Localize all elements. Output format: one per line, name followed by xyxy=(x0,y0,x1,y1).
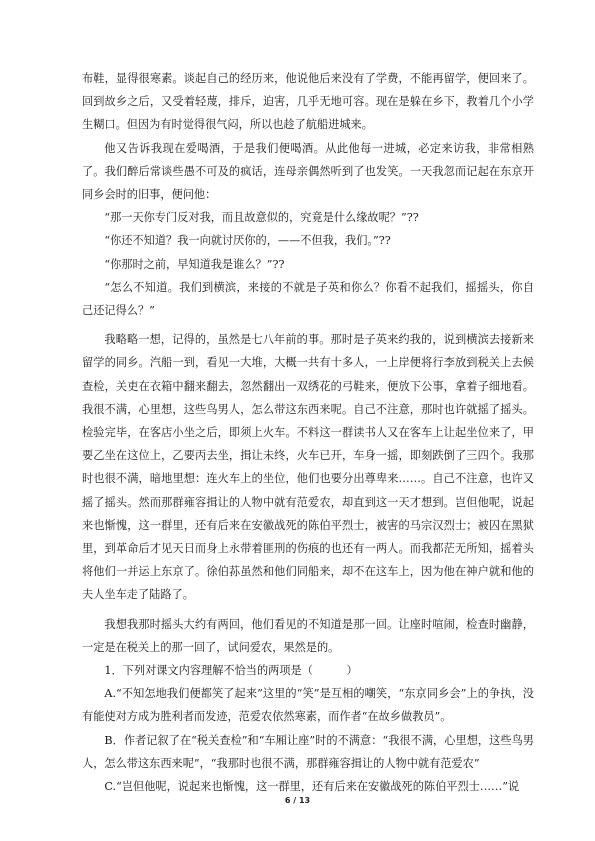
question-stem: 1．下列对课文内容理解不恰当的两项是（ ） xyxy=(104,664,358,678)
dialogue-line-1: “那一天你专门反对我，而且故意似的，究竟是什么缘故呢？”?? xyxy=(104,211,419,225)
dialogue-line-3: “你那时之前，早知道我是谁么？”?? xyxy=(104,257,285,271)
paragraph-2: 他又告诉我现在爱喝酒，于是我们便喝酒。从此他每一进城，必定来访我，非常相熟了。我们醉后常谈些愚不可及的疯话，连母亲偶然听到了也发笑。一天我忽而记起在东京开同乡会时的旧事，便问他： xyxy=(82,141,534,202)
paragraph-recollection: 我略略一想，记得的，虽然是七八年前的事。那时是子英来约我的，说到横滨去接新来留学的同乡。汽船一到，看见一大堆，大概一共有十多人，一上岸便将行李放到税关上去候查检，关吏在衣箱中翻来翻去，忽然翻出一双绣花的弓鞋来，便放下公事，拿着子细地看。我很不满，心里想，这些鸟男人，怎么带这东西来呢。自己不注意，那时也许就摇了摇头。检验完毕，在客店小坐之后，即须上火车。不料这一群读书人又在客车上让起坐位来了，甲要乙坐在这位上，乙要丙去坐，揖让未终，火车已开，车身一摇，即刻跌倒了三四个。我那时也很不满，暗地里想：连火车上的坐位，他们也要分出尊卑来……。自己不注意，也许又摇了摇头。然而那群雍容揖让的人物中就有范爱农，却直到这一天才想到。岂但他呢，说起来也惭愧，这一群里，还有后来在安徽战死的陈伯平烈士，被害的马宗汉烈士；被囚在黑狱里，到革命后才见天日而身上永带着匪刑的伤痕的也还有一两人。而我都茫无所知，摇着头将他们一并运上东京了。徐伯荪虽然和他们同船来，却不在这车上，因为他在神户就和他的夫人坐车走了陆路了。 xyxy=(82,333,534,602)
dialogue-line-4: “怎么不知道。我们到横滨，来接的不就是子英和你么？你看不起我们，摇摇头，你自己还记得么？” xyxy=(82,280,534,318)
paragraph-conclusion: 我想我那时摇头大约有两回，他们看见的不知道是那一回。让座时喧闹，检查时幽静，一定是在税关上的那一回了，试问爱农，果然是的。 xyxy=(82,617,534,654)
page-number: 6 / 13 xyxy=(284,796,311,805)
option-b: B．作者记叙了在“税关查检”和“车厢让座”时的不满意：“我很不满，心里想，这些鸟男人，怎么带这东西来呢”，“我那时也很不满，那群雍容揖让的人物中就有范爱农” xyxy=(82,733,534,770)
option-c: C.“岂但他呢，说起来也惭愧，这一群里，还有后来在安徽战死的陈伯平烈士……”说 xyxy=(104,780,520,794)
document-body xyxy=(82,67,534,798)
dialogue-line-2: “你还不知道？我一向就讨厌你的，——不但我，我们。”?? xyxy=(104,234,391,248)
paragraph-1: 布鞋，显得很寒素。谈起自己的经历来，他说他后来没有了学费，不能再留学，便回来了。回到故乡之后，又受着轻蔑，排斥，迫害，几乎无地可容。现在是躲在乡下，教着几个小学生糊口。但因为有时觉得很气闷，所以也趁了航船进城来。 xyxy=(82,72,534,132)
option-a: A.“不知怎地我们便都笑了起来”这里的“笑”是互相的嘲笑，“东京同乡会”上的争执，没有能使对方成为胜利者而发迹，范爱农依然寒素，而作者“在故乡做教员”。 xyxy=(82,687,534,724)
